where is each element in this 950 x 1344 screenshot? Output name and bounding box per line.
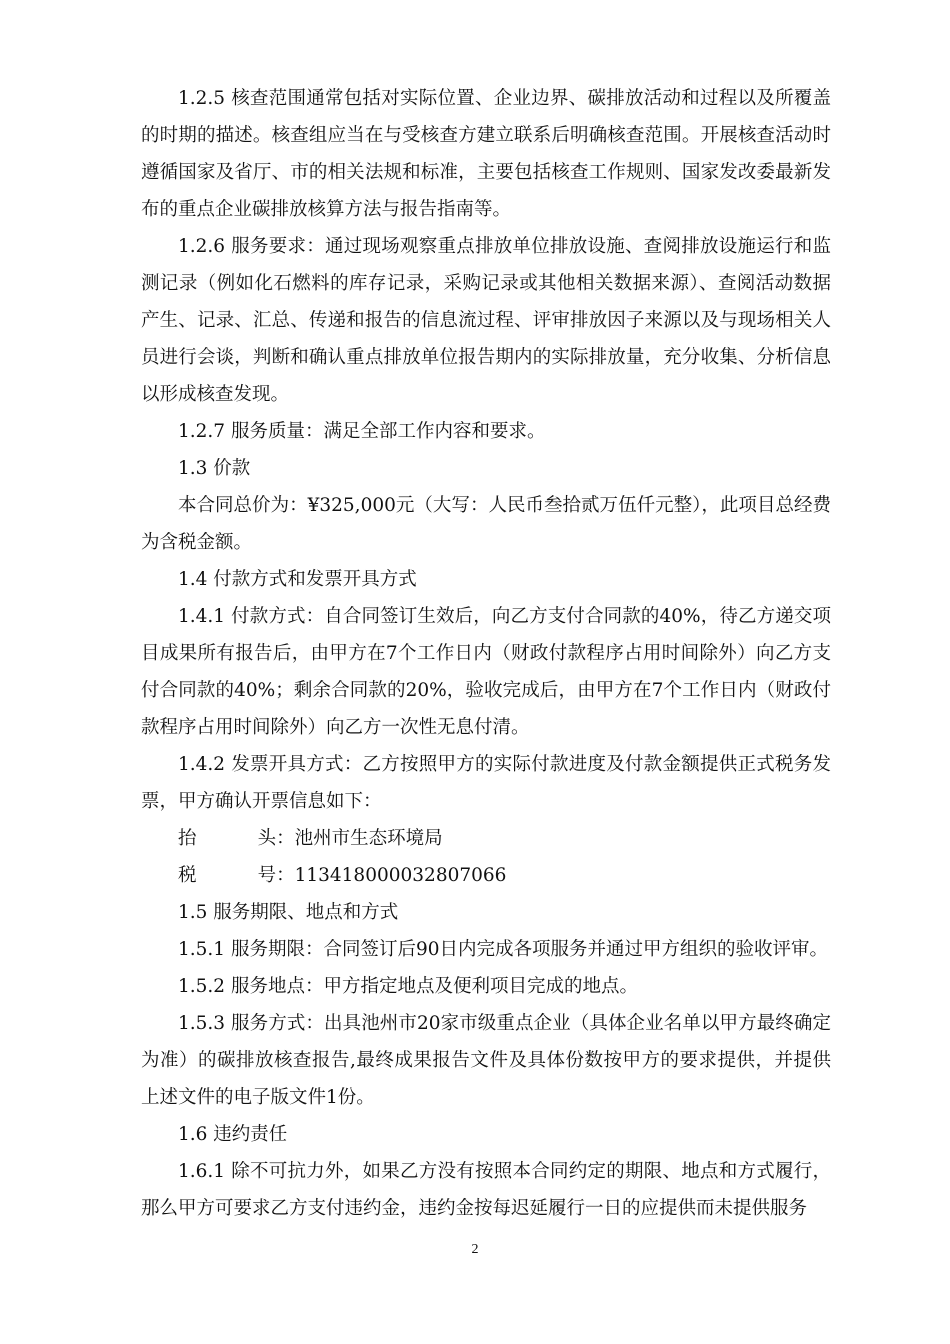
clause-1-4-1: 1.4.1 付款方式：自合同签订生效后，向乙方支付合同款的40%，待乙方递交项目成果所有报告后，由甲方在7个工作日内（财政付款程序占用时间除外）向乙方支付合同款的40%；剩余合同款的20%，验收完成后，由甲方在7个工作日内（财政付款程序占用时间除外）向乙方一次性无息付清。 <box>141 606 831 738</box>
invoice-title-value: 池州市生态环境局 <box>294 828 443 849</box>
clause-1-2-7: 1.2.7 服务质量：满足全部工作内容和要求。 <box>178 421 546 442</box>
document-body <box>141 80 831 1227</box>
invoice-title-label-2: 头： <box>257 828 295 849</box>
heading-1-6: 1.6 违约责任 <box>178 1124 288 1145</box>
heading-1-5: 1.5 服务期限、地点和方式 <box>178 902 399 923</box>
clause-1-6-1: 1.6.1 除不可抗力外，如果乙方没有按照本合同约定的期限、地点和方式履行，那么甲方可要求乙方支付违约金，违约金按每迟延履行一日的应提供而未提供服务 <box>141 1161 831 1219</box>
clause-1-2-6: 1.2.6 服务要求：通过现场观察重点排放单位排放设施、查阅排放设施运行和监测记录（例如化石燃料的库存记录，采购记录或其他相关数据来源）、查阅活动数据产生、记录、汇总、传递和报告的信息流过程、评审排放因子来源以及与现场相关人员进行会谈，判断和确认重点排放单位报告期内的实际排放量，充分收集、分析信息以形成核查发现。 <box>141 236 831 405</box>
page-number: 2 <box>471 1242 479 1257</box>
clause-1-5-2: 1.5.2 服务地点：甲方指定地点及便利项目完成的地点。 <box>178 976 638 997</box>
heading-1-3: 1.3 价款 <box>178 458 251 479</box>
invoice-tax-label-1: 税 <box>178 865 197 886</box>
clause-1-2-5: 1.2.5 核查范围通常包括对实际位置、企业边界、碳排放活动和过程以及所覆盖的时期的描述。核查组应当在与受核查方建立联系后明确核查范围。开展核查活动时遵循国家及省厅、市的相关法规和标准，主要包括核查工作规则、国家发改委最新发布的重点企业碳排放核算方法与报告指南等。 <box>141 88 831 220</box>
clause-1-4-2: 1.4.2 发票开具方式：乙方按照甲方的实际付款进度及付款金额提供正式税务发票，甲方确认开票信息如下： <box>141 754 831 812</box>
clause-1-5-1: 1.5.1 服务期限：合同签订后90日内完成各项服务并通过甲方组织的验收评审。 <box>178 939 828 960</box>
clause-1-5-3: 1.5.3 服务方式：出具池州市20家市级重点企业（具体企业名单以甲方最终确定为准）的碳排放核查报告,最终成果报告文件及具体份数按甲方的要求提供，并提供上述文件的电子版文件1份。 <box>141 1013 831 1108</box>
invoice-title-label-1: 抬 <box>178 828 197 849</box>
invoice-tax-row <box>141 857 831 894</box>
invoice-title-row <box>141 820 831 857</box>
contract-price: 本合同总价为：¥325,000元（大写：人民币叁拾贰万伍仟元整），此项目总经费为含税金额。 <box>141 495 831 553</box>
heading-1-4: 1.4 付款方式和发票开具方式 <box>178 569 417 590</box>
invoice-tax-label-2: 号： <box>257 865 295 886</box>
invoice-tax-value: 113418000032807066 <box>294 865 507 886</box>
